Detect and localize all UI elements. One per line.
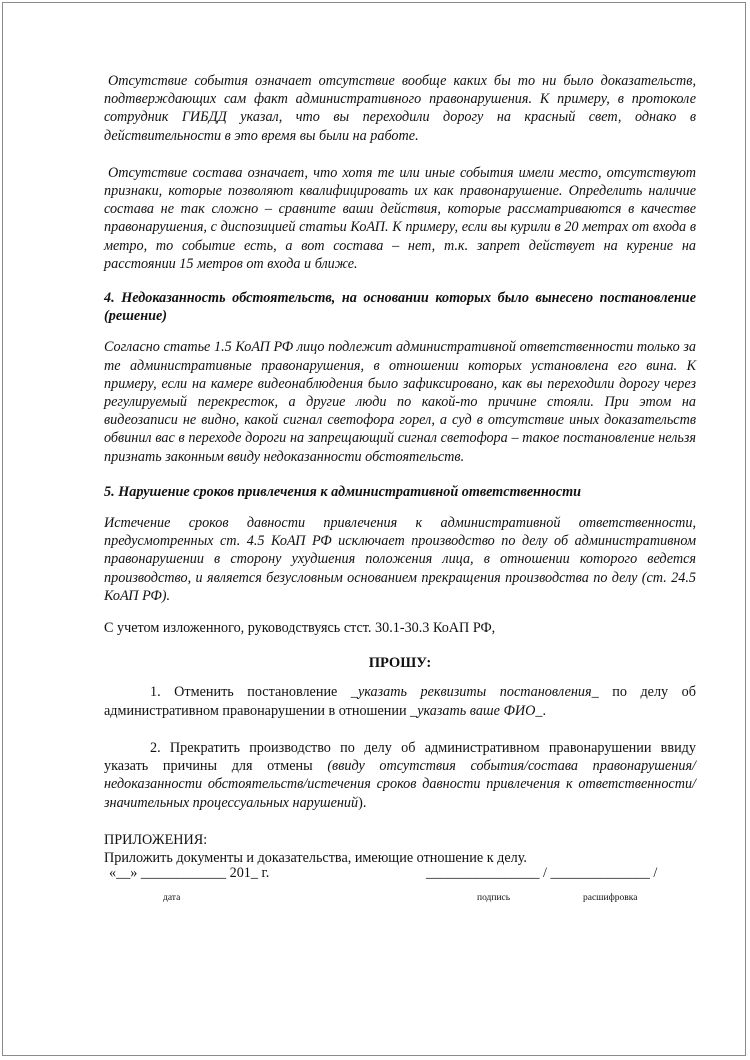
appendix-title: ПРИЛОЖЕНИЯ: xyxy=(104,831,208,848)
paragraph-limitation-terms: Истечение сроков давности привлечения к административной ответственности, предусмотренных ст. 4.5 КоАП РФ исключает производство по делу об административном правонарушении в сторону ухудшения положения лица, в отношении которого ведется производство, и является безусловным основанием прекращения производства по делу (ст. 24.5 КоАП РФ). xyxy=(104,515,696,604)
section-heading-5: 5. Нарушение сроков привлечения к административной ответственности xyxy=(104,483,582,500)
caption-decode: расшифровка xyxy=(583,893,638,903)
request-item-2-prefix: 2. Прекратить производство по делу об административном правонарушении ввиду указать причины для отмены xyxy=(104,739,696,775)
caption-signature: подпись xyxy=(477,893,511,903)
caption-date: дата xyxy=(163,893,181,903)
paragraph-absence-of-composition: Отсутствие состава означает, что хотя те или иные события имели место, отсутствуют признаки, которые позволяют квалифицировать их как правонарушение. Определить наличие состава не так сложно – сравните ваши действия, которые рассматриваются в качестве правонарушения, с диспозицией статьи КоАП. К примеру, если вы курили в 20 метрах от входа в метро, то событие есть, а вот состава – нет, т.к. запрет действует на курение на расстоянии 15 метров от входа и ближе. xyxy=(104,164,696,272)
document-body xyxy=(104,64,696,867)
paragraph-absence-of-event: Отсутствие события означает отсутствие вообще каких бы то ни было доказательств, подтверждающих сам факт административного правонарушения. К примеру, в протоколе сотрудник ГИБДД указал, что вы переходили дорогу на красный свет, однако в действительности в это время вы были на работе. xyxy=(104,73,696,144)
request-item-2 xyxy=(104,739,696,812)
placeholder-full-name: _указать ваше ФИО_ xyxy=(410,702,543,719)
placeholder-resolution-details: _указать реквизиты постановления_ xyxy=(350,684,599,701)
request-title: ПРОШУ: xyxy=(368,655,432,672)
request-item-1 xyxy=(104,683,696,719)
signature-line: ________________ / ______________ / xyxy=(426,865,658,881)
request-item-1-middle: по делу об административном правонарушении в отношении xyxy=(104,684,696,719)
request-item-2-reasons: (ввиду отсутствия события/состава правонарушения/недоказанности обстоятельств/истечения сроков давности привлечения к ответственности/значительных процессуальных нарушений xyxy=(104,758,696,811)
request-item-1-suffix: . xyxy=(542,702,547,719)
signature-block xyxy=(0,865,750,905)
paragraph-coap-1-5: Согласно статье 1.5 КоАП РФ лицо подлежит административной ответственности только за те административные правонарушения, в отношении которых установлена его вина. К примеру, если на камере видеонаблюдения было зафиксировано, как вы переходили дорогу через регулируемый перекресток, а другие люди по какой-то причине стояли. При этом на видеозаписи не видно, какой сигнал светофора горел, а суд в отсутствие иных доказательств обвинил вас в переходе дороги на запрещающий сигнал светофора – такое постановление нельзя признать законным ввиду недоказанности обстоятельств. xyxy=(104,339,696,465)
appendix-text: Приложить документы и доказательства, имеющие отношение к делу. xyxy=(104,849,527,866)
section-heading-4: 4. Недоказанность обстоятельств, на основании которых было вынесено постановление (решение) xyxy=(104,290,696,325)
date-line: «__» ____________ 201_ г. xyxy=(109,865,270,881)
request-item-1-prefix: 1. Отменить постановление xyxy=(150,684,351,701)
paragraph-whereas: С учетом изложенного, руководствуясь стст. 30.1-30.3 КоАП РФ, xyxy=(104,620,496,637)
request-item-2-suffix: ). xyxy=(358,794,367,811)
